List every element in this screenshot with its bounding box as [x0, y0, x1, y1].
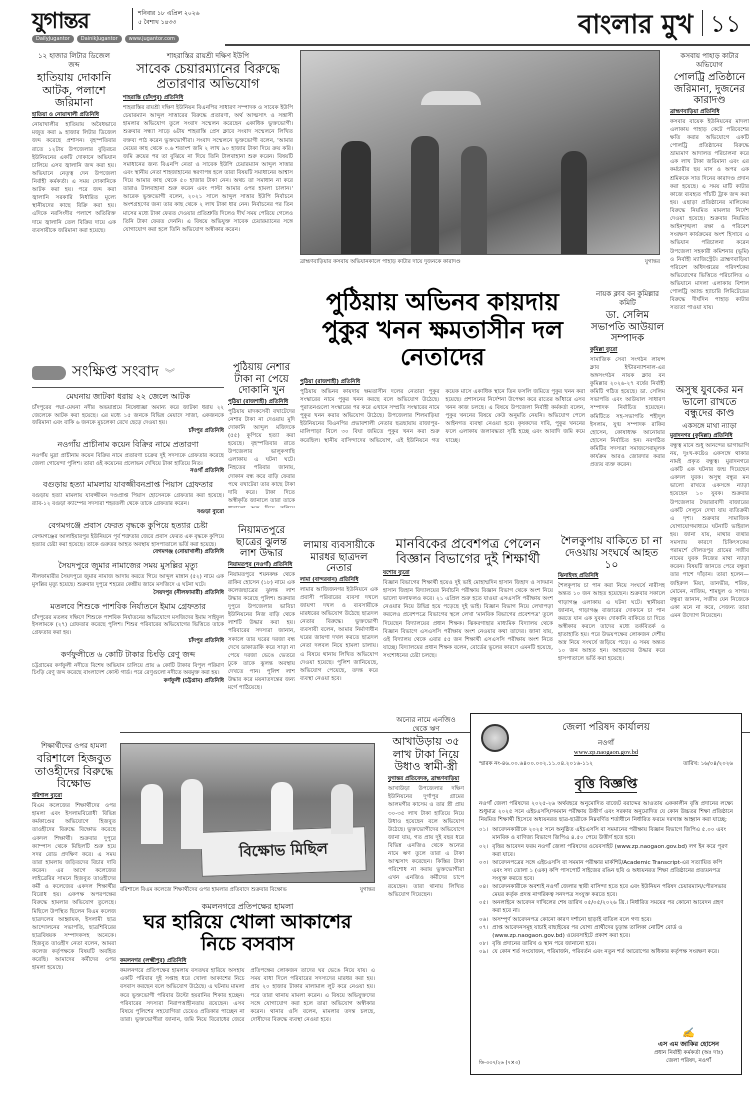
brief-headline: বেগমগঞ্জে প্রবাস ফেরত বৃদ্ধকে কুপিয়ে হত্যার চেষ্টা	[48, 520, 208, 530]
photo-credit: যুগান্তর	[644, 259, 660, 265]
x-social-link[interactable]: DailyJugantor	[32, 35, 74, 43]
story-headline: শৈলকুপায় বাকিতে চা না দেওয়ায় সংঘর্ষে আহত ১০	[560, 535, 663, 572]
brief-body: নওগাঁয় মুদ্রা প্রাচীনাম কয়েন বিক্রির নামে প্রতারণা চক্রের দুই সদস্যকে গ্রেফতার করেছে জেলা গোয়েন্দা পুলিশ। তারা ওই কয়েনের প্রলোভন দেখিয়ে টাকা হাতিয়ে নিত।	[32, 453, 224, 467]
notice-condition	[479, 940, 733, 948]
notice-condition	[479, 843, 733, 859]
brief-credit: কর্ণফুলী (চট্টগ্রাম) প্রতিনিধি	[163, 678, 224, 684]
notice-title: বৃত্তি বিজ্ঞপ্তি	[574, 777, 638, 792]
brief-item	[32, 649, 224, 686]
story-byline: যশোর ব্যুরো	[383, 569, 410, 576]
story-manobik	[383, 538, 553, 703]
notice-intro: নওগাঁ জেলা পরিষদের ২০২৫-২৬ অর্থবছরে অনুমোদিত বাজেট বরাদ্দের আওতায় এককালীন বৃত্তি প্রদানের লক্ষ্যে শুধুমাত্র ২০২৫ সনে এইচএসসি/সমমান পরীক্ষায় উত্তীর্ণ এবং সরকার অনুমোদিত যে কোন উচ্চতর শিক্ষা প্রতিষ্ঠানে নিয়মিত শিক্ষার্থী হিসেবে অধ্যয়নরত ছাত্র-ছাত্রীকে নিম্নবর্ণিত শর্তাধীনে নির্ধারিত ফরমে দরখাস্ত আহ্বান করা যাচ্ছে;	[479, 801, 733, 824]
story-body: নোয়াখালীর হাতিয়ায় অবৈধভাবে মজুত করা ৯ হাজার লিটার ডিজেল জব্দ করেছে প্রশাসন। বৃহস্পতিবার রাতে ১২টায় উপজেলার বুড়িরচর ইউনিয়নের একটি দোকানে অভিযান চালিয়ে এসব জ্বালানি জব্দ করা হয়। অভিযানে নেতৃত্ব দেন উপজেলা নির্বাহী কর্মকর্তা। এ সময় দোকানিকে আটক করা হয়। পরে জব্দ করা জ্বালানি সরকারি নির্ধারিত মূল্যে স্থানীয়দের কাছে বিক্রি করা হয়। এদিকে নরসিংদীর পলাশে অতিরিক্ত দামে জ্বালানি তেল বিক্রির দায়ে এক ব্যবসায়ীকে জরিমানা করা হয়েছে।	[32, 122, 116, 234]
story-shahrasti	[123, 52, 293, 352]
signer-office: জেলা পরিষদ, নওগাঁ	[666, 1058, 711, 1064]
story-body: কসবার বায়েক ইউনিয়নের মাদলা এলাকায় পাহাড় কেটে পরিবেশের ক্ষতি করার অভিযোগে একটি পোলট্রি প্রতিষ্ঠানের বিরুদ্ধে ভ্রাম্যমাণ আদালত পরিচালনা করে এক লাখ টাকা জরিমানা এবং এর কর্মচারীর ছয় মাস ও অপর এক শ্রমিককে সাত দিনের কারাদণ্ড প্রদান করা হয়েছে। এ সময় মাটি কাটার কাজে ব্যবহৃত পাঁচটি ট্রাক জব্দ করা হয়। এছাড়া প্রতিষ্ঠানের মালিকের বিরুদ্ধে নিয়মিত মামলার নির্দেশ দেওয়া হয়েছে। শুক্রবার নিয়মিত আইনশৃঙ্খলা রক্ষা ও পরিবেশ সংরক্ষণ কার্যক্রমের অংশ হিসাবে এ অভিযান পরিচালনা করেন উপজেলা সহকারী কমিশনার (ভূমি) ও নির্বাহী ম্যাজিস্ট্রেট। ব্রাহ্মণবাড়িয়া পরিবেশ অধিদপ্তরের পরিদর্শকের অভিযোগের ভিত্তিতে পরিচালিত এ অভিযানে মাদলা এলাকায় বিশাল পোলট্রি অ্যান্ড হ্যাচারি লিমিটেডের বিরুদ্ধে দীর্ঘদিন পাহাড় কাটার সত্যতা পাওয়া যায়।	[670, 118, 749, 312]
office-website[interactable]: www.zp.naogaon.gov.bd	[573, 749, 639, 756]
story-byline: পুঠিয়া (রাজশাহী) প্রতিনিধি	[300, 378, 361, 385]
signature: ✍	[682, 1028, 695, 1039]
condition-number: ০৩।	[479, 859, 489, 866]
brief-body: বগুড়ায় হত্যা মামলায় যাবজ্জীবন দণ্ডপ্রাপ্ত পিয়াস হোসেনকে গ্রেফতার করা হয়েছে। র‌্যাব-১২ বগুড়া ক্যাম্পের সদস্যরা শহরতলী থেকে তাকে গ্রেফতার করেন।	[32, 493, 224, 508]
notice-conditions-list	[479, 826, 733, 956]
brief-credit: চাঁদপুর প্রতিনিধি	[188, 637, 224, 644]
brief-body: চাঁদপুরের মতলব দক্ষিণে শিশুকে পাশবিক নির্যাতনের অভিযোগে মসজিদের ইমাম সাইফুল ইসলামকে (২৭) গ্রেফতার করেছে পুলিশ। শিশুর পরিবারের অভিযোগের ভিত্তিতে তাকে গ্রেফতার করা হয়।	[32, 614, 224, 636]
brief-item	[32, 520, 224, 557]
story-sick-youth	[670, 385, 749, 705]
story-byline: ব্রাহ্মণবাড়িয়া প্রতিনিধি	[670, 108, 720, 115]
brief-item	[32, 391, 224, 436]
story-kicker: শিক্ষার্থীদের ওপর হামলা	[41, 742, 107, 750]
notice-condition	[479, 859, 733, 883]
brief-credit: চাঁদপুর প্রতিনিধি	[188, 428, 224, 435]
story-byline: লামা (বান্দরবান) প্রতিনিধি	[300, 576, 359, 583]
story-akhaura	[388, 716, 464, 1091]
scholarship-notice-ad	[470, 713, 742, 1075]
brief-body: বেগমগঞ্জের আলাইয়ারপুর ইউনিয়নে পূর্ব শত্রুতার জেরে প্রবাস ফেরত এক বৃদ্ধকে কুপিয়ে হত্যার চেষ্টা করা হয়েছে। তাকে গুরুতর আহত অবস্থায় হাসপাতালে ভর্তি করা হয়েছে।	[32, 533, 224, 548]
brief-item	[32, 601, 224, 646]
website-link[interactable]: www.jugantor.com	[125, 35, 179, 43]
story-headline: অসুস্থ যুবকের মন ভালো রাখতে বন্ধুদের কাণ্ড	[675, 385, 744, 419]
brief-headline: সৈয়দপুরে জুমার নামাজের সময় মুসল্লির মৃত্যু	[58, 561, 198, 571]
condition-text: আবেদনকারীকে ২০২৫ সনে অনুষ্ঠিত এইচএসসি বা সমমানের পরীক্ষায় বিজ্ঞান বিভাগে জিপিএ ৫.০০ এবং মানবিক ও বাণিজ্য বিভাগে জিপিএ ৪.৫০ পেয়ে উত্তীর্ণ হতে হবে।	[492, 827, 727, 842]
story-headline: মানবিকের প্রবেশপত্র পেলেন বিজ্ঞান বিভাগের দুই শিক্ষার্থী	[395, 537, 541, 567]
story-body: শৈলকুপায় চা পান করা নিয়ে সংঘর্ষে নারীসহ অন্তত ১০ জন আহত হয়েছেন। শুক্রবার সকালে গাড়াগঞ্জ এলাকায় এ ঘটনা ঘটে। স্থানীয়রা জানান, গাড়াগঞ্জ বাজারের দোকানে চা পান করতে যান এক যুবক। দোকানি বাকিতে চা দিতে অস্বীকার করলে তাদের মধ্যে তর্কবিতর্ক ও হাতাহাতি হয়। পরে উভয়পক্ষের লোকজন দেশীয় অস্ত্র নিয়ে সংঘর্ষে জড়িয়ে পড়ে। এ সময় অন্তত ১০ জন আহত হন। আহতদের উদ্ধার করে হাসপাতালে ভর্তি করা হয়েছে।	[558, 583, 665, 663]
signer-title: প্রধান নির্বাহী কর্মকর্তা (অঃ দাঃ)	[654, 1050, 723, 1056]
office-name: জেলা পরিষদ কার্যালয়	[562, 722, 650, 733]
photo-caption: ব্রাহ্মণবাড়িয়ার কসবায় অভিযানকালে পাহাড় কাটার দায়ে দুজনকে কারাদণ্ড যুগান্তর	[300, 259, 660, 265]
story-headline: নিয়ামতপুরে ছাত্রের ঝুলন্ত লাশ উদ্ধার	[236, 525, 287, 559]
issue-date-bengali: ৫ বৈশাখ ১৪৩৩	[138, 19, 177, 26]
story-kicker: অন্যের নামে এনজিও থেকে ঋণ	[396, 716, 456, 734]
story-headline: সাবেক চেয়ারম্যানের বিরুদ্ধে প্রতারণার অভিযোগ	[136, 62, 280, 93]
brief-item	[32, 439, 224, 476]
story-body: পুঠিয়ায় অভিনব কায়দায় ক্ষমতাসীন দলের নেতারা পুকুর সংস্কারের নামে পুকুর খনন করছে বলে অভিযোগ উঠেছে। পুরাতনগুলো সংস্কারের পর করে এখানে সম্প্রতি সংস্কারের নামে পুকুর খনন করার অভিযোগ উঠেছে। উপজেলার শিলমাড়িয়া ইউনিয়নের বিএনপির প্রভাবশালী নেতার ছত্রছায়ায় রাজাপুর-মালিপাড়া বিলে ৩০ বিঘা জমিতে পুকুর খনন করা শুরু করেছিল। স্থানীয় বাসিন্দাদের অভিযোগ, এই ইউনিয়নে গত কয়েক মাসে একাধিক স্থানে তিন ফসলি জমিতে পুকুর খনন করা হয়েছে। প্রশাসনের নির্দেশনা উপেক্ষা করে রাতের আঁধারে এসব খনন কাজ চলছে। এ বিষয়ে উপজেলা নির্বাহী কর্মকর্তা বলেন, পুকুর খননের বিষয়ে কেউ অনুমতি নেয়নি। অভিযোগ পেলে আইনগত ব্যবস্থা নেওয়া হবে। কৃষকদের দাবি, পুকুর খননের ফলে এলাকায় জলাবদ্ধতা সৃষ্টি হচ্ছে এবং আবাদি জমি কমে যাচ্ছে।	[300, 388, 585, 444]
brief-headline: মতলবে শিশুকে পাশবিক নির্যাতনে ইমাম গ্রেফতার	[50, 601, 206, 611]
briefs-section	[32, 360, 224, 730]
story-niamotpur	[228, 525, 295, 725]
story-body: নিয়ামতপুরে শয়নকক্ষ থেকে রাকিব হোসেন (১৮) নামে এক কলেজছাত্রের ঝুলন্ত লাশ উদ্ধার করেছে পুলিশ। শুক্রবার দুপুরে উপজেলার ভাবিচা ইউনিয়নের নিজ বাড়ি থেকে লাশটি উদ্ধার করা হয়। পরিবারের সদস্যরা জানান, সকালে তার ঘরের দরজা বন্ধ দেখে ডাকাডাকি করে সাড়া না পেয়ে দরজা ভেঙে ভেতরে ঢুকে তাকে ঝুলন্ত অবস্থায় দেখতে পান। পুলিশ লাশ উদ্ধার করে ময়নাতদন্তের জন্য মর্গে পাঠিয়েছে।	[228, 571, 295, 692]
story-byline: কমলনগর (লক্ষ্মীপুর) প্রতিনিধি	[120, 958, 187, 965]
masthead	[0, 0, 753, 48]
ad-code: ডি-৩৩৭/২৬ (৭×৩)	[479, 1060, 521, 1066]
story-body: শাহরাস্তির রায়শ্রী দক্ষিণ ইউনিয়ন বিএনপির সাধারণ সম্পাদক ও সাবেক ইউপি চেয়ারম্যান আব্দুল সাত্তারের বিরুদ্ধে প্রতারণা, অর্থ আত্মসাৎ ও সন্ত্রাসী হামলার অভিযোগ তুলে সংবাদ সম্মেলন করেছেন একাধিক ভুক্তভোগী। শুক্রবার সন্ধ্যা সাড়ে ৬টায় শাহরাস্তি প্রেস ক্লাবে সংবাদ সম্মেলনে লিখিত বক্তব্য পাঠ করেন ভুক্তভোগীরা। সংবাদ সম্মেলনে ভুক্তভোগী বলেন, 'আমার মেয়ের কাছ থেকে ০.৬ শতাংশ জমি ২ লাখ ৯০ হাজার টাকা দিয়ে ক্রয় করি। জমি ক্রয়ের পর তা বুঝিয়ে না দিয়ে তিনি টালবাহানা শুরু করেন। বিষয়টি সমাধানের জন্য বিএনপি নেতা ও সাবেক ইউপি চেয়ারম্যান আব্দুল সাত্তার এবং স্থানীয় নেতা শাহজাহানের স্বরণাপন্ন হলে তারা বিষয়টি সমাধানের আশ্বাস দিয়ে আমার কাছ থেকে ৫০ হাজার টাকা নেন। অথচ তা সমাধান না করে তারাও টালবাহানা শুরু করেন এবং পাল্টা আমার ওপর হামলা চালান।' আরেক ভুক্তভোগী বলেন, ২০২১ সালে আব্দুল সাত্তার ইউপি নির্বাচনে অংশগ্রহণের জন্য তার কাছ থেকে ২ লাখ টাকা ধার নেন। নির্বাচনের পর তিন মাসের মধ্যে টাকা ফেরত দেওয়ার প্রতিশ্রুতি দিলেও দীর্ঘ সময় পেরিয়ে গেলেও তিনি টাকা ফেরত দেননি। এ বিষয়ে অভিযুক্ত সাবেক চেয়ারম্যানের সঙ্গে যোগাযোগ করা হলে তিনি অভিযোগ অস্বীকার করেন।	[123, 105, 293, 233]
condition-number: ০৪।	[479, 884, 489, 891]
condition-text: আবেদনপত্রের সঙ্গে এইচএসসি বা সমমান পরীক্ষার মার্কশিট/Academic Transcript-এর সত্যায়িত কপি এবং সদ্য তোলা ১ (এক) কপি পাসপোর্ট সাইজের রঙিন ছবি ও অধ্যয়নরত শিক্ষা প্রতিষ্ঠানের প্রত্যয়নপত্র সংযুক্ত করতে হবে।	[492, 859, 723, 882]
issue-date: শনিবার ১৮ এপ্রিল ২০২৬	[138, 10, 200, 17]
story-headline: বরিশালে হিজবুত তাওহীদের বিরুদ্ধে বিক্ষোভ	[34, 752, 114, 791]
photo-hill-cutting-raid	[300, 50, 660, 255]
condition-text: আবেদনকারীকে অবশ্যই নওগাঁ জেলার স্থায়ী বাসিন্দা হতে হবে এবং ইউনিয়ন পরিষদ চেয়ারম্যান/পৌরসভার মেয়র কর্তৃক প্রদত্ত নাগরিকত্ব সনদপত্র সংযুক্ত করতে হবে।	[492, 884, 727, 899]
condition-text: বৃত্তির আবেদন ফরম নওগাঁ জেলা পরিষদের ওয়েবসাইট (www.zp.naogaon.gov.bd) লগ ইন করে পূরণ করা যাবে।	[492, 843, 728, 858]
story-body: সামাজিক সেবা সংগঠন লায়ন্স ক্লাব ইন্টারন্যাশনাল-এর অঙ্গসংগঠন নায়ক ক্লাব বন কুমিল্লার ২০২৬-২৭ বর্ষের নির্বাহী কমিটি গঠিত হয়েছে। ডা. সেলিম সভাপতি এবং আউয়াল সাধারণ সম্পাদক নির্বাচিত হয়েছেন। কমিটিতে সহ-সভাপতি শহীদুল ইসলাম, যুগ্ম সম্পাদক রাকিব হোসেন, কোষাধ্যক্ষ আনোয়ার হোসেন নির্বাচিত হন। নবগঠিত কমিটির সদস্যরা সমাজসেবামূলক কার্যক্রম আরও জোরদার করার প্রত্যয় ব্যক্ত করেন।	[590, 356, 665, 469]
brief-credit: সৈয়দপুর (নীলফামারী) প্রতিনিধি	[153, 589, 224, 596]
story-byline: কুমিল্লা ব্যুরো	[590, 346, 618, 353]
story-barishal	[32, 742, 116, 1090]
brief-headline: বগুড়ায় হত্যা মামলায় যাবজ্জীবনপ্রাপ্ত পিয়াস গ্রেফতার	[42, 480, 214, 490]
brief-headline: মেঘনায় জাটকা ধরায় ২২ জেলে আটক	[65, 392, 191, 401]
story-headline: আখাউড়ায় ৩৫ লাখ টাকা নিয়ে উধাও স্বামী-স্ত্রী	[392, 735, 460, 774]
story-poultry	[670, 52, 749, 380]
brief-item	[32, 560, 224, 597]
story-byline: মুরাদনগর (কুমিল্লা) প্রতিনিধি	[670, 432, 733, 439]
brief-headline: কর্ণফুলীতে ৬ কোটি টাকার চিংড়ি রেণু জব্দ	[60, 649, 196, 659]
condition-number: ০৯।	[479, 948, 489, 955]
story-puthia-pond	[300, 288, 585, 533]
story-kicker: ১২ হাজার লিটার ডিজেল জব্দ	[38, 52, 110, 70]
briefs-list	[32, 391, 224, 686]
condition-text: প্রাপ্ত আবেদনসমূহ যাচাই বাছাইয়ের পর যোগ্য প্রার্থীদের চূড়ান্ত তালিকা নোটিশ বোর্ড ও (www.zp.naogaon.gov.bd) ওয়েবসাইটে প্রকাশ করা হবে।	[492, 924, 683, 939]
condition-number: ০৬।	[479, 916, 489, 923]
story-headline: হাতিয়ায় দোকানি আটক, পলাশে জরিমানা	[36, 71, 112, 110]
story-lama	[300, 540, 378, 705]
notice-condition	[479, 948, 733, 956]
office-district: নওগাঁ	[598, 739, 614, 747]
facebook-social-link[interactable]: DainikJugantor	[77, 35, 122, 43]
story-byline: বরিশাল ব্যুরো	[32, 793, 63, 800]
story-puthia-shopkeeper	[228, 362, 295, 522]
story-byline: হাতিয়া ও নোয়াখালী প্রতিনিধি	[32, 112, 99, 119]
notice-condition	[479, 826, 733, 842]
memo-number: স্মারক নং-৪৬.০০.৬৪০০.০০২.১১.০৪.২০১৬-১১২	[479, 761, 593, 767]
story-body: বিএম কলেজের শিক্ষার্থীদের ওপর হামলা এবং ইসলামবিরোধী বিভিন্ন কর্মকাণ্ডের অভিযোগে হিজবুত তাওহীদের বিরুদ্ধে বিক্ষোভ করেছে একদল শিক্ষার্থী। শুক্রবার দুপুরে ক্যাম্পাস থেকে মিছিলটি শুরু হয়ে সদর রোড প্রদক্ষিণ করে। এ সময় তারা হামলায় জড়িতদের বিচার দাবি করেন। এর আগে কলেজের লাইব্রেরির সামনে হিজবুত তাওহীদের কর্মী ও কলেজের একদল শিক্ষার্থীর বিরোধ হয়। একপক্ষ অপরপক্ষের বিরুদ্ধে হামলার অভিযোগ তুলেছে। মিছিলে উপস্থিত ছিলেন বিএম কলেজ ছাত্রদলের আহ্বায়ক, ইসলামী ছাত্র আন্দোলনের সভাপতি, ছাত্রশিবিরের ছাত্রবিষয়ক সম্পাদকসহ অনেকে। হিজবুত তাওহীদ নেতা বলেন, আমরা কলেজ কর্তৃপক্ষকে বিষয়টি অবহিত করেছি। আমাদের কর্মীদের ওপর হামলা হয়েছে।	[32, 803, 116, 972]
photo-caption: বরিশালে বিএম কলেজে শিক্ষার্থীদের ওপর হামলার প্রতিবাদে শুক্রবার বিক্ষোভ যুগান্তর	[120, 887, 375, 893]
story-byline: যুগান্তর প্রতিবেদক, ব্রাহ্মণবাড়িয়া	[388, 776, 460, 783]
story-body: আখাউড়া উপজেলার দক্ষিণ ইউনিয়নের দুর্গাপুর গ্রামের আলমগীর কাসেম ও তার স্ত্রী প্রায় ৩০-৩৫ লাখ টাকা হাতিয়ে নিয়ে উধাও হয়েছেন বলে অভিযোগ উঠেছে। ভুক্তভোগীদের অভিযোগে জানা যায়, গত প্রায় দুই বছর ধরে বিভিন্ন এনজিও থেকে অন্যের নামে ঋণ তুলে তারা এ টাকা আত্মসাৎ করেছেন। কিস্তির টাকা পরিশোধ না করায় ভুক্তভোগীরা এখন এনজিও কর্মীদের চাপে রয়েছেন। তারা থানায় লিখিত অভিযোগ দিয়েছেন।	[388, 786, 464, 898]
story-selim	[590, 290, 665, 530]
story-byline: ঝিনাইদহ প্রতিনিধি	[558, 573, 599, 580]
brief-headline: নওগাঁয় প্রাচীনাম কয়েন বিক্রির নামে প্রতারণা	[57, 440, 199, 450]
story-subhead: একসঙ্গে মাথা ন্যাড়া	[682, 421, 737, 430]
notice-condition	[479, 924, 733, 940]
story-headline: পুঠিয়ায় অভিনব কায়দায় পুকুর খনন ক্ষমতাসীন দল নেতাদের	[321, 287, 564, 372]
story-body: বন্ধুত্ব মানে শুধু আনন্দের ভাগাভাগি নয়, দুঃখ-কষ্টেও একসঙ্গে থাকার নামই প্রকৃত বন্ধুত্ব। মুরাদনগরে একটি এক ঘটনার জন্ম দিয়েছেন একদল যুবক। অসুস্থ বন্ধুর মন ভালো রাখতে একসঙ্গে ন্যাড়া হয়েছেন ১০ যুবক। শুক্রবার উপজেলার দৈয়ারাবাদী বাজারের একটি সেলুনে দেখা যায় ব্যতিক্রমী এ দৃশ্য। শুক্রবার সামাজিক যোগাযোগমাধ্যমে ঘটনাটি ভাইরাল হয়। জানা যায়, মাথার ব্যথার সমস্যায় কারণে চিকিৎসকের পরামর্শে দৌলতপুর গ্রামের সজীব নামের যুবক নিজের মাথা ন্যাড়া করেন। বিষয়টি জানতে পেরে বন্ধুরা তার পাশে দাঁড়ান। তারা হলেন—জহিরুল মিয়া, তানভীর, শরিফ, মোমেন, নাজিম, শামছুল ও সাগর। বন্ধুরা জানান, সজীব যেন নিজেকে একা মনে না করে, সেজন্য তারা এমন উদ্যোগ নিয়েছেন।	[670, 442, 749, 620]
brief-body: চাঁদপুরের পদ্মা-মেঘনা নদীর অভয়াশ্রমে নিষেধাজ্ঞা অমান্য করে জাটকা ধরায় ২২ জেলেকে আটক করা হয়েছে। এর মধ্যে ১৫ জনকে বিভিন্ন মেয়াদে সাজা, একজনকে জরিমানা এবং বাকি ৬ জনকে মুচলেকা রেখে ছেড়ে দেওয়া হয়।	[32, 405, 224, 427]
brief-item	[32, 479, 224, 516]
condition-number: ০৮।	[479, 940, 489, 947]
condition-text: যে কোন শর্ত সংযোজন, পরিমার্জন, পরিবর্তন এবং নতুন শর্ত আরোপের অধিকার কর্তৃপক্ষ সংরক্ষণ করে।	[492, 948, 720, 955]
page-number: ১১	[710, 10, 742, 38]
story-byline: শাহরাস্তি (চাঁদপুর) প্রতিনিধি	[123, 94, 184, 101]
condition-number: ০২।	[479, 843, 489, 850]
photo-protest-march	[120, 743, 375, 883]
story-headline: ঘর হারিয়ে খোলা আকাশের নিচে বসবাস	[143, 911, 352, 956]
signer-name: এস এম জাকির হোসেন	[658, 1040, 720, 1048]
photo-credit: যুগান্তর	[359, 887, 375, 893]
brief-credit: নওগাঁ প্রতিনিধি	[190, 468, 224, 475]
pen-icon	[32, 366, 66, 380]
chevron-down-icon: ︾	[164, 369, 175, 380]
story-kicker: কমলনগরে প্রতিপক্ষের হামলা	[201, 902, 294, 911]
story-sailkupa	[558, 535, 665, 705]
condition-number: ০৫।	[479, 900, 489, 907]
story-body: লামার আজিজনগর ইউনিয়নে এক প্রবাসী পরিবারের ব্যবসা দখলে জায়গা দখল ও ব্যবসায়ীকে মারধরের অভিযোগ উঠেছে ছাত্রদল নেতার বিরুদ্ধে। ভুক্তভোগী ব্যবসায়ী বলেন, আমার নির্মাণাধীন ঘরের জায়গা দখল করতে ছাত্রদল নেতা দলবল নিয়ে হামলা চালায়। এ বিষয়ে থানায় লিখিত অভিযোগ দেওয়া হয়েছে। পুলিশ জানিয়েছে, অভিযোগ পেয়েছে, তদন্ত করে ব্যবস্থা নেওয়া হবে।	[300, 586, 378, 682]
story-headline: পুঠিয়ায় নেশার টাকা না পেয়ে দোকানি খুন	[232, 362, 291, 396]
condition-text: বৃত্তি প্রদানের তারিখ ও স্থান পরে জানানো হবে।	[492, 940, 597, 947]
story-kicker: নায়ক ক্লাব বন কুমিল্লার কমিটি	[595, 290, 660, 308]
story-body: বিজ্ঞান বিভাগের শিক্ষার্থী হয়েও দুই ভাই মোহাম্মদিন হাসান জিহাদ ও সাদমান হাসান জিহান বিদ্যালয়ের নির্বাচনি পরীক্ষায় বিজ্ঞান বিভাগ থেকে অংশ নিয়ে ভালো ফলাফলও করে। ২১ এপ্রিল শুরু হতে যাওয়া এসএসসি পরীক্ষায় অংশ নেওয়ার নিয়ে উদ্বিগ্ন হয়ে পড়েছে দুই ভাই। বিজ্ঞান বিভাগ নিয়ে লেখাপড়া করলেও প্রবেশপত্রে বিভাগের স্থলে লেখা 'মানবিক বিভাগের প্রবেশপত্র' তুলে দিয়েছেন বিদ্যালয়ের প্রধান শিক্ষক। ঝিকরগাছার মাধ্যমিক বিদ্যালয় থেকে বিজ্ঞান বিভাগে এসএসসি পরীক্ষায় অংশ নেওয়ার কথা তাদের। জানা যায়, ওই বিদ্যালয় থেকে এবার ৫৫ জন শিক্ষার্থী এসএসসি পরীক্ষায় অংশ নিতে যাচ্ছে। বিদ্যালয়ের প্রধান শিক্ষক বলেন, বোর্ডের ভুলের কারণে এমনটি হয়েছে, সংশোধনের চেষ্টা চলছে।	[383, 580, 553, 659]
story-headline: লামায় ব্যবসায়ীকে মারধর ছাত্রদল নেতার	[303, 540, 375, 574]
condition-text: অসম্পূর্ণ আবেদনপত্র কোনো কারণ দর্শানো ছাড়াই বাতিল বলে গণ্য হবে।	[492, 916, 652, 923]
brief-credit: বগুড়া ব্যুরো	[197, 508, 224, 515]
story-kicker: শাহরাস্তির রায়শ্রী দক্ষিণ ইউপি	[166, 52, 249, 60]
condition-text: অনলাইনে আবেদন দাখিলের শেষ তারিখ ০৫/০৫/২০২৬ খ্রি.। নির্ধারিত সময়ের পর কোনো আবেদন গ্রহণ করা হবে না।	[492, 900, 724, 915]
notice-condition	[479, 883, 733, 899]
notice-condition	[479, 899, 733, 915]
masthead-rule	[225, 44, 750, 46]
story-headline: পোলট্রি প্রতিষ্ঠানে জরিমানা, দুজনের কারাদণ্ড	[673, 72, 746, 107]
story-byline: পুঠিয়া (রাজশাহী) প্রতিনিধি	[228, 398, 289, 405]
story-headline: ডা. সেলিম সভাপতি আউয়াল সম্পাদক	[591, 310, 664, 345]
notice-condition	[479, 916, 733, 924]
briefs-title: সংক্ষিপ্ত সংবাদ	[72, 362, 159, 380]
government-seal-logo	[481, 724, 509, 752]
notice-date: তারিখ: ১৬/০৪/২০২৬	[683, 761, 733, 767]
story-body: পুঠিয়ায় মাদকসেবী বখাটেদের নেশার টাকা না দেওয়ায় মুদি দোকানি আব্দুল মজিদকে (৫৫) কুপিয়ে হত্যা করা হয়েছে। বৃহস্পতিবার রাতে উপজেলার ভালুকগাছি এলাকায় এ ঘটনা ঘটে। নিহতের পরিবার জানায়, দোকান বন্ধ করে বাড়ি ফেরার পথে বখাটেরা তার কাছে টাকা দাবি করে। টাকা দিতে অস্বীকৃতি জানালে তারা তাকে	[228, 408, 295, 504]
story-byline: নিয়ামতপুর (নওগাঁ) প্রতিনিধি	[228, 561, 293, 568]
story-kamalnagar	[120, 902, 375, 1090]
section-title: বাংলার মুখ	[578, 10, 693, 40]
newspaper-logo: যুগান্তর	[32, 8, 89, 34]
brief-credit: বেগমগঞ্জ (নোয়াখালী) প্রতিনিধি	[152, 549, 224, 556]
story-kicker: কসবায় পাহাড় কাটার অভিযোগ	[680, 52, 739, 70]
protest-banner-text: বিক্ষোভ মিছিল	[238, 839, 329, 861]
condition-number: ০৭।	[479, 924, 489, 931]
brief-body: নীলফামারীর সৈয়দপুরে জুমার নামাজ আদায় করতে গিয়ে আব্দুল মান্নান (৫২) নামে এক মুসল্লির মৃত্যু হয়েছে। শুক্রবার দুপুরে শহরের কেন্দ্রীয় জামে মসজিদে এ ঘটনা ঘটে।	[32, 574, 224, 588]
brief-body: চট্টগ্রামের কর্ণফুলী নদীতে বিশেষ অভিযান চালিয়ে প্রায় ৬ কোটি টাকার বিপুল পরিমাণ চিংড়ি রেণু জব্দ করেছে বাংলাদেশ কোস্ট গার্ড। পরে রেণুগুলো নদীতে অবমুক্ত করা হয়।	[32, 662, 224, 677]
story-hatiya	[32, 52, 116, 352]
story-body: কমলনগরে প্রতিপক্ষের হামলায় বসতঘর হারিয়ে অসহায় একটি পরিবার দুই সপ্তাহ ধরে খোলা আকাশের নিচে বসবাস করছেন বলে অভিযোগ উঠেছে। এ ঘটনায় মামলা করে ভুক্তভোগী পরিবার উল্টো হয়রানির শিকার হচ্ছেন। পরিবারের সদস্যরা নিরাপত্তাহীনতায় রয়েছেন। এসব বিষয়ে পুলিশের সহযোগিতা চেয়েও প্রতিকার পাচ্ছেন না তারা। ভুক্তভোগীরা জানান, জমি নিয়ে বিরোধের জেরে প্রতিপক্ষের লোকজন তাদের ঘর ভেঙে নিয়ে যায়। এ সময় বাধা দিলে পরিবারের সদস্যদের মারধর করা হয়। প্রায় ২০ হাজার টাকার মালামাল লুট করে নেওয়া হয়। পরে তারা থানায় মামলা করেন। এ বিষয়ে অভিযুক্তদের সঙ্গে যোগাযোগ করা হলে তারা অভিযোগ অস্বীকার করেন। থানার ওসি বলেন, মামলার তদন্ত চলছে, দোষীদের বিরুদ্ধে ব্যবস্থা নেওয়া হবে।	[120, 968, 375, 1023]
condition-number: ০১।	[479, 827, 489, 834]
